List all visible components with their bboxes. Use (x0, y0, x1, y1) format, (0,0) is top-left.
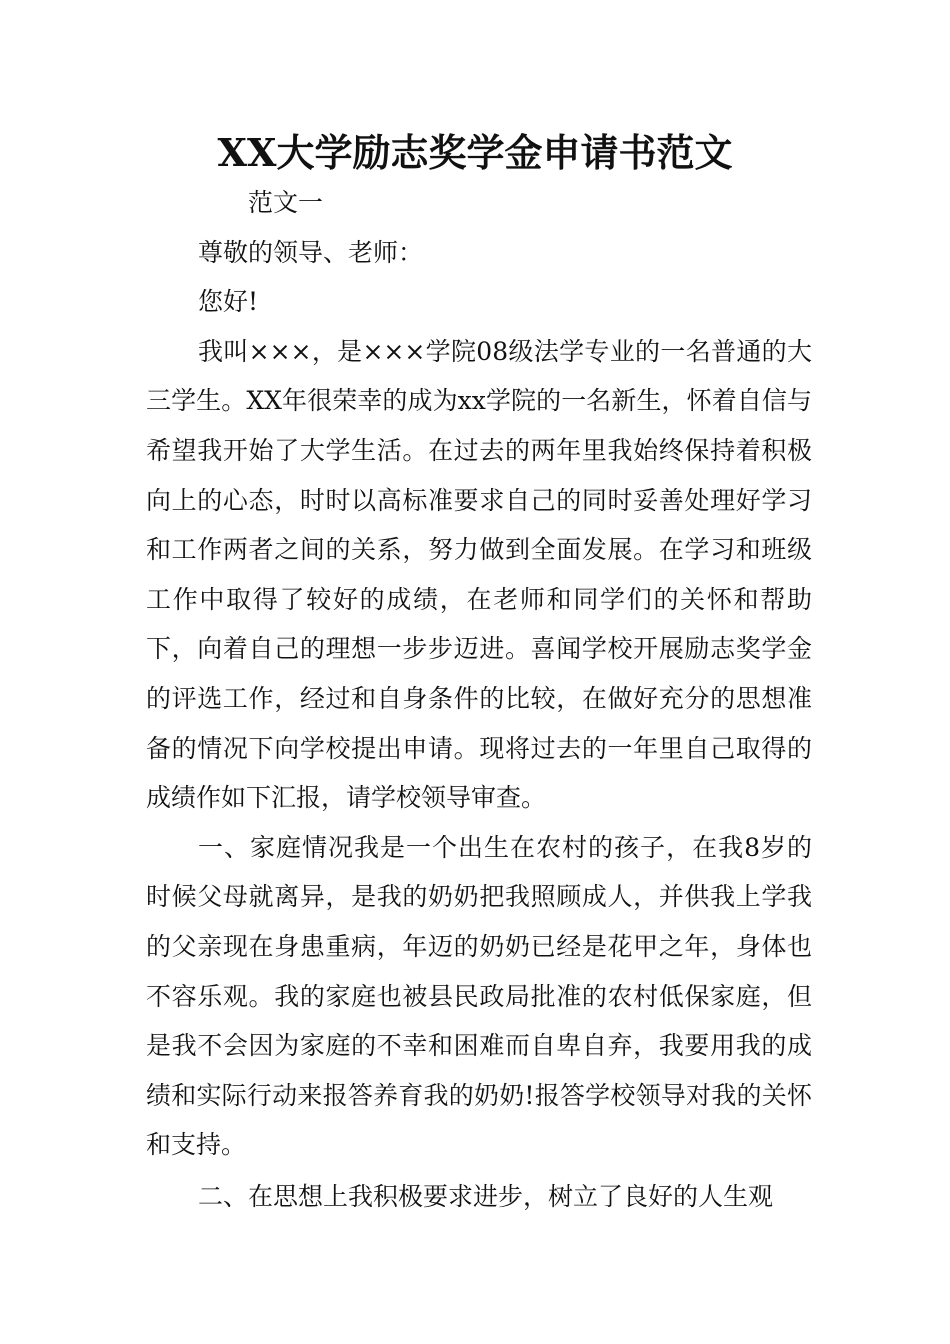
paragraph-family-situation: 一、家庭情况我是一个出生在农村的孩子，在我8岁的时候父母就离异，是我的奶奶把我照顾成人，并供我上学我的父亲现在身患重病，年迈的奶奶已经是花甲之年，身体也不容乐观。我的家庭也被县民政局批准的农村低保家庭，但是我不会因为家庭的不幸和困难而自卑自弃，我要用我的成绩和实际行动来报答养育我的奶奶!报答学校领导对我的关怀和支持。 (146, 832, 812, 1160)
document-body (146, 178, 812, 1221)
greeting: 您好! (198, 287, 259, 317)
paragraph-ideology: 二、在思想上我积极要求进步，树立了良好的人生观 (198, 1181, 774, 1211)
document-title: XX大学励志奖学金申请书范文 (217, 130, 733, 175)
salutation: 尊敬的领导、老师： (198, 237, 424, 267)
document-subtitle: 范文一 (248, 188, 324, 217)
paragraph-introduction: 我叫×××，是×××学院08级法学专业的一名普通的大三学生。XX年很荣幸的成为xx学院的一名新生，怀着自信与希望我开始了大学生活。在过去的两年里我始终保持着积极向上的心态，时时以高标准要求自己的同时妥善处理好学习和工作两者之间的关系，努力做到全面发展。在学习和班级工作中取得了较好的成绩，在老师和同学们的关怀和帮助下，向着自己的理想一步步迈进。喜闻学校开展励志奖学金的评选工作，经过和自身条件的比较，在做好充分的思想准备的情况下向学校提出申请。现将过去的一年里自己取得的成绩作如下汇报，请学校领导审查。 (146, 336, 812, 813)
